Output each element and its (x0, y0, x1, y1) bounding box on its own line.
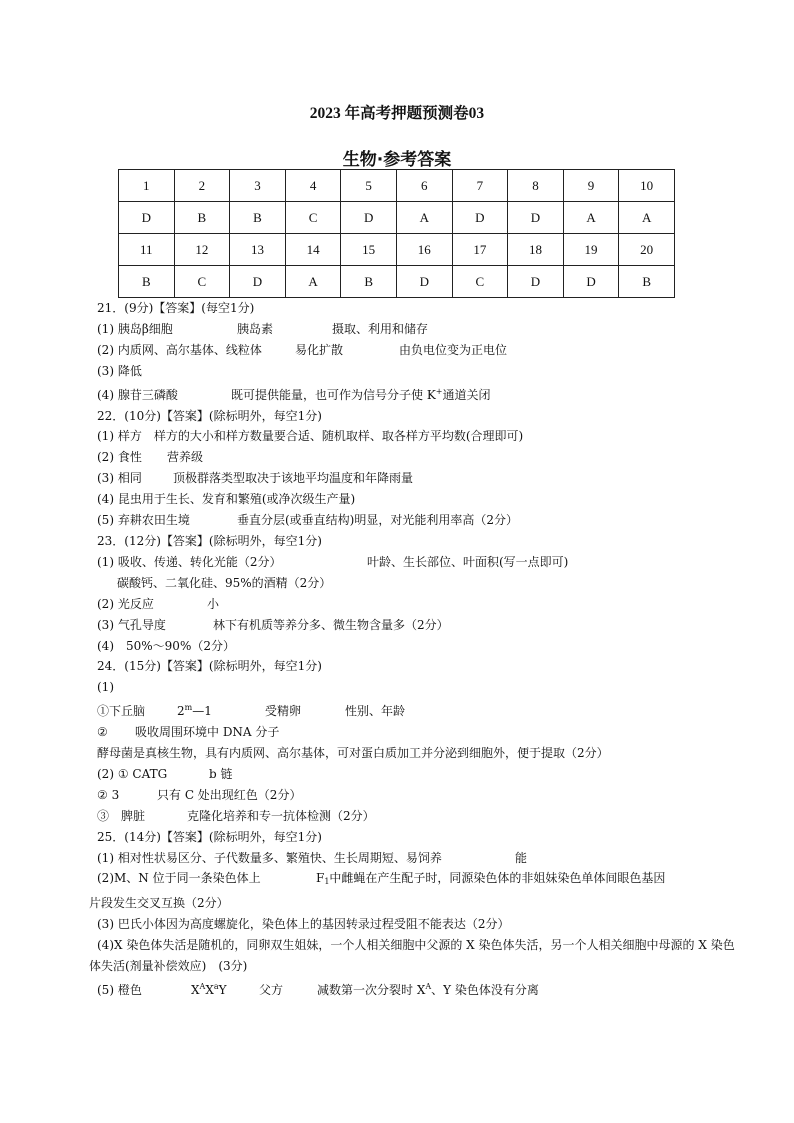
answer-cell: A (619, 202, 675, 234)
answer-cell: D (396, 266, 452, 298)
q22-line-4: (4) 昆虫用于生长、发育和繁殖(或净次级生产量) (97, 492, 356, 507)
q23-1-a: (1) 吸收、传递、转化光能（2分） (97, 554, 282, 569)
answer-cell: C (452, 266, 508, 298)
q23-3-b: 林下有机质等养分多、微生物含量多（2分） (213, 617, 449, 632)
q21-1-c: 摄取、利用和储存 (332, 321, 429, 336)
q22-2-b: 营养级 (167, 450, 204, 465)
q25-5-d: Y (218, 983, 227, 997)
answer-cell: B (619, 266, 675, 298)
q24-1-a: ①下丘脑 (97, 704, 146, 719)
q22-line-1: (1) 样方 样方的大小和样方数量要合适、随机取样、取各样方平均数(合理即可) (97, 429, 524, 444)
q25-heading: 25．(14分)【答案】(除标明外，每空1分) (97, 829, 322, 844)
question-number-cell: 9 (563, 170, 619, 202)
answer-cell: D (341, 202, 397, 234)
question-number-cell: 5 (341, 170, 397, 202)
q25-line-2 (97, 868, 737, 893)
answer-table (118, 169, 675, 298)
answer-cell: A (563, 202, 619, 234)
q21-4-a: (4) 腺苷三磷酸 (97, 387, 178, 402)
question-number-cell: 10 (619, 170, 675, 202)
q25-2-sub: 1 (324, 877, 330, 887)
question-number-cell: 1 (119, 170, 175, 202)
q25-line-5 (97, 977, 737, 1001)
q23-3-a: (3) 气孔导度 (97, 617, 166, 632)
q24-line-3: 酵母菌是真核生物，具有内质网、高尔基体，可对蛋白质加工并分泌到细胞外，便于提取（2分） (97, 746, 609, 761)
q24-heading: 24．(15分)【答案】(除标明外，每空1分) (97, 659, 322, 674)
q24-1-b: 2 (177, 704, 185, 719)
answer-cell: B (174, 202, 230, 234)
question-number-cell: 11 (119, 234, 175, 266)
question-number-cell: 14 (285, 234, 341, 266)
q22-2-a: (2) 食性 (97, 450, 142, 465)
q21-line-3: (3) 降低 (97, 363, 142, 378)
q23-2-a: (2) 光反应 (97, 596, 154, 611)
q24-1-d: 受精卵 (265, 704, 302, 719)
question-number-cell: 15 (341, 234, 397, 266)
answer-cell: D (508, 202, 564, 234)
q22-heading: 22．(10分)【答案】(除标明外，每空1分) (97, 408, 322, 423)
q24-4-b: b 链 (209, 766, 233, 781)
q25-line-2b: 片段发生交叉互换（2分） (89, 896, 229, 911)
q25-1-a: (1) 相对性状易区分、子代数量多、繁殖快、生长周期短、易饲养 (97, 850, 442, 865)
q25-1-b: 能 (515, 850, 528, 865)
q25-5-g: 、Y 染色体没有分离 (431, 983, 539, 997)
question-number-cell: 17 (452, 234, 508, 266)
answer-cell: B (119, 266, 175, 298)
q24-line-0: (1) (97, 680, 114, 695)
q21-line-1 (97, 319, 737, 340)
q24-1-e: 性别、年龄 (345, 704, 406, 719)
q25-2-b: F (316, 871, 325, 886)
q23-line-1b: 碳酸钙、二氧化硅、95%的酒精（2分） (117, 575, 332, 590)
q24-line-6 (97, 806, 737, 827)
q25-line-3: (3) 巴氏小体因为高度螺旋化，染色体上的基因转录过程受阻不能表达（2分） (97, 917, 510, 932)
q25-5-f: 减数第一次分裂时 X (317, 983, 426, 997)
question-number-cell: 16 (396, 234, 452, 266)
question-number-row (119, 234, 675, 266)
answer-cell: D (230, 266, 286, 298)
q22-5-b: 垂直分层(或垂直结构)明显，对光能利用率高（2分） (237, 513, 519, 528)
q24-2-b: 吸收周围环境中 DNA 分子 (135, 725, 280, 740)
q21-4-b: 既可提供能量，也可作为信号分子使 K (231, 387, 436, 402)
q23-line-1 (97, 552, 737, 573)
answer-cell: D (119, 202, 175, 234)
answer-cell: D (563, 266, 619, 298)
q21-2-b: 易化扩散 (295, 342, 344, 357)
question-number-cell: 7 (452, 170, 508, 202)
q21-1-a: (1) 胰岛β细胞 (97, 321, 173, 336)
q24-1-sup: m (184, 703, 193, 713)
answer-cell: D (508, 266, 564, 298)
question-number-cell: 18 (508, 234, 564, 266)
q22-3-a: (3) 相同 (97, 471, 142, 486)
q21-4-c: 通道关闭 (442, 387, 491, 402)
q25-2-a: (2)M、N 位于同一条染色体上 (97, 871, 261, 886)
answer-cell: A (396, 202, 452, 234)
answer-cell: C (285, 202, 341, 234)
q23-line-4: (4) 50%～90%（2分） (97, 638, 235, 653)
q21-4-sup: + (435, 386, 443, 396)
q24-6-b: 克隆化培养和专一抗体检测（2分） (187, 808, 375, 823)
q24-line-5 (97, 785, 737, 806)
page-subtitle: 生物·参考答案 (342, 150, 452, 170)
page-title: 2023 年高考押题预测卷03 (309, 105, 485, 122)
answer-row (119, 266, 675, 298)
q22-5-a: (5) 弃耕农田生境 (97, 513, 190, 528)
q24-6-a: ③ 脾脏 (97, 808, 146, 823)
answer-cell: B (230, 202, 286, 234)
q21-line-4 (97, 382, 737, 406)
q22-3-b: 顶极群落类型取决于该地平均温度和年降雨量 (173, 471, 414, 486)
answer-cell: A (285, 266, 341, 298)
q24-1-c: —1 (192, 704, 212, 719)
q25-5-b: X (191, 983, 200, 997)
q21-2-a: (2) 内质网、高尔基体、线粒体 (97, 342, 262, 357)
q21-line-2 (97, 340, 737, 361)
question-number-cell: 12 (174, 234, 230, 266)
q24-line-2 (97, 722, 737, 743)
q25-5-e: 父方 (259, 983, 284, 997)
question-number-cell: 19 (563, 234, 619, 266)
q21-2-c: 由负电位变为正电位 (399, 342, 508, 357)
q24-line-4 (97, 764, 737, 785)
answer-cell: B (341, 266, 397, 298)
question-number-row (119, 170, 675, 202)
q25-5-c1: a (213, 982, 219, 991)
answer-content (89, 298, 737, 1001)
q23-heading: 23．(12分)【答案】(除标明外，每空1分) (97, 533, 322, 548)
q24-5-a: ② 3 (97, 787, 120, 802)
q25-5-b1: A (199, 982, 206, 991)
q23-1-b: 叶龄、生长部位、叶面积(写一点即可) (367, 554, 569, 569)
question-number-cell: 4 (285, 170, 341, 202)
q24-4-a: (2) ① CATG (97, 766, 168, 781)
question-number-cell: 2 (174, 170, 230, 202)
q24-2-a: ② (97, 725, 108, 740)
q24-line-1 (97, 698, 737, 722)
question-number-cell: 6 (396, 170, 452, 202)
question-number-cell: 13 (230, 234, 286, 266)
q25-line-1 (97, 848, 737, 869)
answer-row (119, 202, 675, 234)
question-number-cell: 8 (508, 170, 564, 202)
q23-line-2 (97, 594, 737, 615)
q24-5-b: 只有 C 处出现红色（2分） (157, 787, 302, 802)
q25-2-c: 中雌蝇在产生配子时，同源染色体的非姐妹染色单体间眼色基因 (329, 871, 666, 886)
q25-5-f1: A (425, 982, 432, 991)
answer-cell: D (452, 202, 508, 234)
q22-line-5 (97, 510, 737, 531)
q22-line-3 (97, 468, 737, 489)
q25-5-a: (5) 橙色 (97, 983, 142, 997)
q21-1-b: 胰岛素 (237, 321, 274, 336)
q22-line-2 (97, 447, 737, 468)
q23-line-3 (97, 615, 737, 636)
q25-5-c: X (205, 983, 214, 997)
q25-line-4: (4)X 染色体失活是随机的，同卵双生姐妹，一个人相关细胞中父源的 X 染色体失活，另一个人相关细胞中母源的 X 染色体失活(剂量补偿效应) (3分) (89, 938, 735, 974)
q23-2-b: 小 (207, 596, 220, 611)
q21-heading: 21．(9分)【答案】(每空1分) (97, 301, 255, 315)
answer-cell: C (174, 266, 230, 298)
question-number-cell: 20 (619, 234, 675, 266)
question-number-cell: 3 (230, 170, 286, 202)
